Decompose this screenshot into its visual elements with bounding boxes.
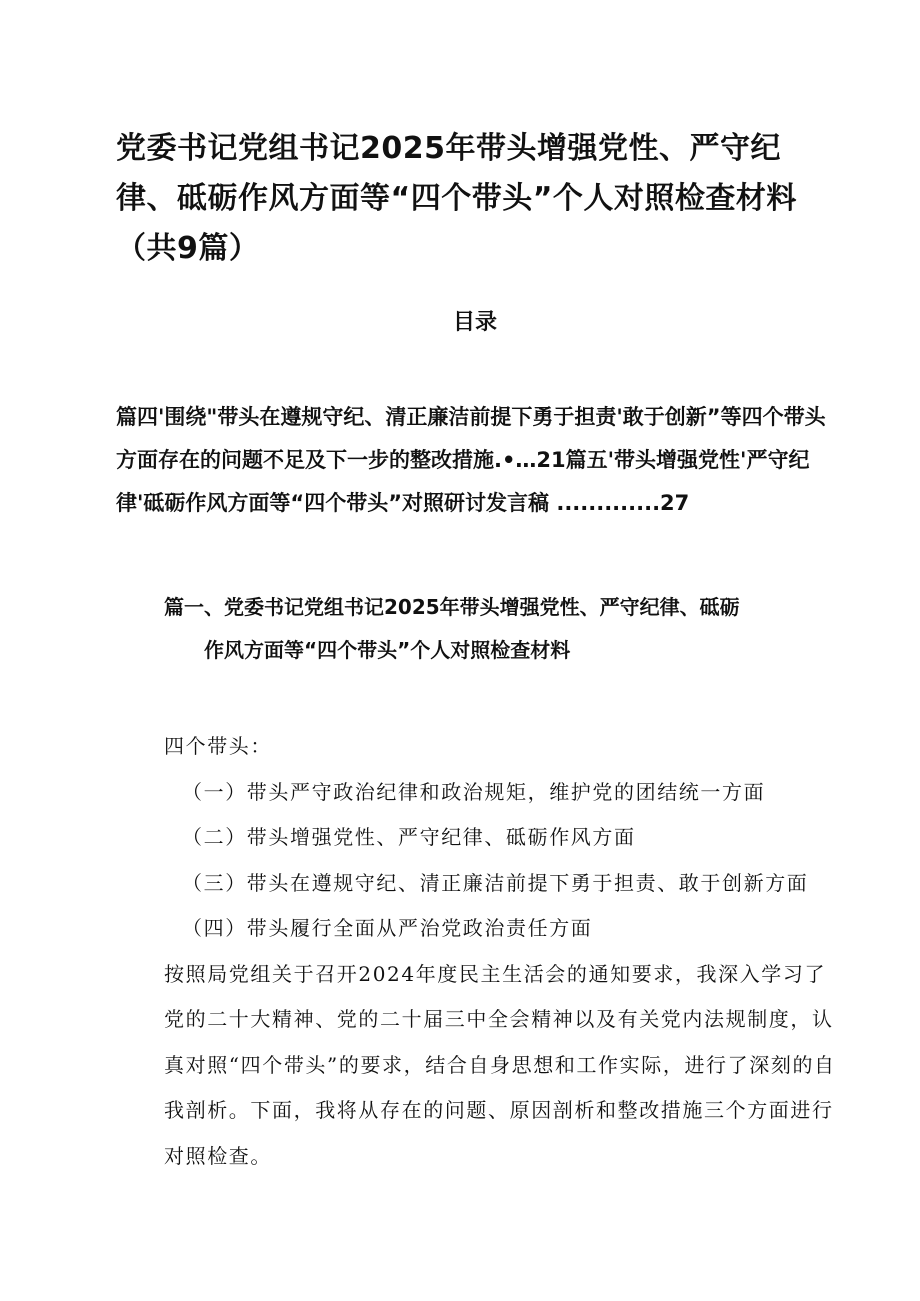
list-item-2: （二）带头增强党性、严守纪律、砥砺作风方面 [182, 825, 636, 849]
article-heading-line1: 篇一、党委书记党组书记2025年带头增强党性、严守纪律、砥砺 [164, 595, 740, 619]
article-heading [164, 586, 824, 672]
article-body [116, 724, 836, 1179]
document-title: 党委书记党组书记2025年带头增强党性、严守纪律、砥砺作风方面等“四个带头”个人对照检查材料（共9篇） [116, 131, 797, 266]
main-paragraph: 按照局党组关于召开2024年度民主生活会的通知要求，我深入学习了党的二十大精神、党的二十届三中全会精神以及有关党内法规制度，认真对照“四个带头”的要求，结合自身思想和工作实际，进行了深刻的自我剖析。下面，我将从存在的问题、原因剖析和整改措施三个方面进行对照检查。 [164, 961, 836, 1168]
article-heading-line2: 作风方面等“四个带头”个人对照检查材料 [204, 638, 571, 662]
intro-paragraph: 四个带头： [164, 734, 272, 758]
toc-heading: 目录 [452, 310, 497, 335]
list-item-1: （一）带头严守政治纪律和政治规矩，维护党的团结统一方面 [182, 779, 766, 804]
list-item-3: （三）带头在遵规守纪、清正廉洁前提下勇于担责、敢于创新方面 [182, 870, 809, 895]
list-item-4: （四）带头履行全面从严治党政治责任方面 [182, 916, 593, 940]
toc-entries: 篇四'围绕"带头在遵规守纪、清正廉洁前提下勇于担责'敢于创新”等四个带头方面存在的问题不足及下一步的整改措施.•…21篇五'带头增强党性'严守纪律'砥砺作风方面等“四个带头”对照研讨发言稿 .............27 [116, 405, 826, 515]
